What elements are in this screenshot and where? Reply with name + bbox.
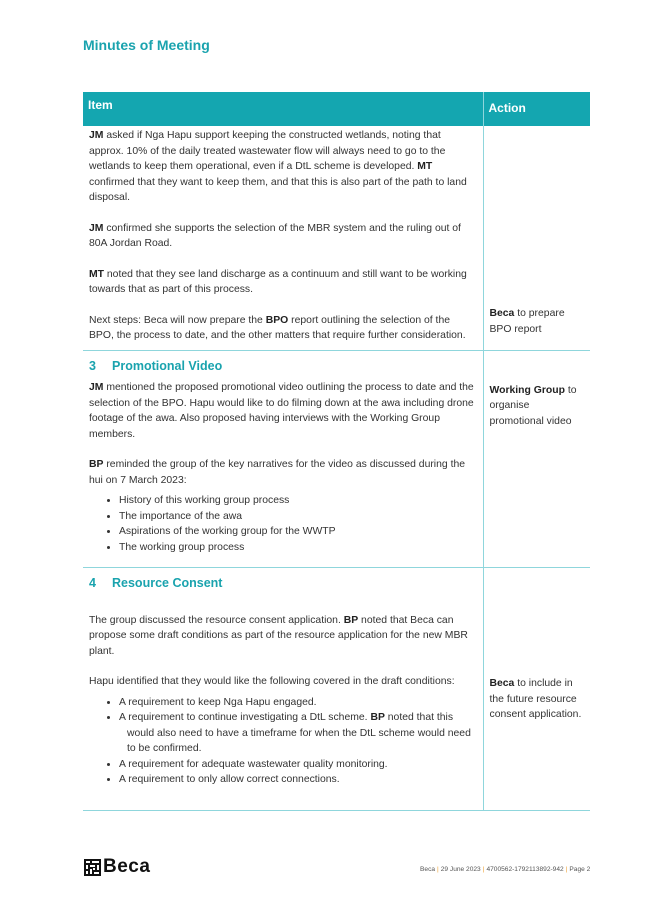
table-row — [83, 126, 590, 350]
action-text — [490, 306, 585, 337]
section-number: 4 — [89, 576, 96, 590]
footer-reference: 4700562-1792113892-942 — [486, 866, 564, 873]
paragraph-text: mentioned the proposed promotional video outlining the process to date and the selection of the BPO. Hapu would like to do filming down at the awa including drone footage of the awa. Also proposed having interviews with the Working Group members. — [89, 382, 474, 440]
table-header-row — [83, 92, 590, 126]
speaker-initials: BP — [89, 459, 104, 470]
item-cell — [83, 126, 483, 350]
action-cell — [483, 350, 590, 568]
paragraph-text: Next steps: Beca will now prepare the — [89, 314, 266, 326]
footer-date: 29 June 2023 — [440, 866, 481, 873]
paragraph-text: reminded the group of the key narratives for the video as discussed during the hui on 7 March 2023: — [89, 459, 466, 486]
list-item — [119, 710, 477, 757]
column-header-action-label: Action — [488, 101, 526, 115]
section-title: Promotional Video — [112, 358, 223, 373]
list-item — [119, 772, 477, 788]
list-item-continuation: would also need to have a timeframe for when the DtL scheme would need to be confirmed. — [127, 727, 471, 754]
logo-wordmark: Beca — [103, 856, 151, 877]
company-logo — [84, 856, 150, 878]
action-owner: Beca — [489, 308, 515, 319]
item-paragraph — [89, 674, 477, 690]
action-cell — [483, 568, 590, 811]
list-item-text: noted that this — [384, 712, 454, 723]
list-item-text: A requirement to continue investigating a DtL scheme. — [119, 712, 371, 723]
action-description: to prepare BPO report — [489, 308, 565, 335]
item-paragraph — [89, 128, 477, 206]
action-owner: Working Group — [489, 384, 565, 396]
separator: | — [565, 866, 568, 873]
list-item: • The importance of the awa — [119, 509, 477, 525]
beca-logo-icon — [84, 859, 101, 876]
list-item — [119, 757, 477, 773]
speaker-initials: BP — [343, 614, 359, 626]
item-paragraph — [89, 267, 477, 298]
action-description: to include in the future resource consent application. — [489, 678, 582, 720]
speaker-initials: BP — [370, 712, 385, 723]
speaker-initials: JM — [89, 382, 104, 393]
paragraph-text: report outlining the selection of the BPO, the process to date, and the other matters that require further consideration. — [89, 314, 466, 341]
paragraph-text: noted that Beca can propose some draft conditions as part of the resource application for the new MBR plant. — [89, 614, 468, 657]
paragraph-text: confirmed she supports the selection of the MBR system and the ruling out of 80A Jordan Road. — [89, 222, 461, 249]
list-item-text: A requirement to only allow correct connections. — [119, 774, 340, 785]
separator: | — [482, 866, 485, 873]
column-header-action — [483, 92, 590, 126]
paragraph-text: confirmed that they want to keep them, and that this is also part of the path to land disposal. — [89, 176, 467, 203]
paragraph-text: Hapu identified that they would like the following covered in the draft conditions: — [89, 676, 455, 687]
item-paragraph — [89, 313, 477, 344]
action-cell — [483, 126, 590, 350]
list-item-text: A requirement for adequate wastewater quality monitoring. — [119, 758, 388, 770]
action-text — [490, 383, 585, 430]
table-row — [83, 350, 590, 568]
speaker-initials: MT — [89, 268, 105, 280]
table-row — [83, 568, 590, 811]
item-cell — [83, 350, 483, 568]
action-description: to organise promotional video — [489, 384, 577, 427]
footer-company: Beca — [420, 866, 436, 873]
separator: | — [437, 866, 439, 873]
list-item: • The working group process — [119, 540, 477, 556]
list-item: • Aspirations of the working group for the WWTP — [119, 524, 477, 540]
bullet-list — [89, 493, 477, 555]
action-owner: Beca — [489, 678, 515, 689]
item-cell — [83, 568, 483, 811]
footer-metadata — [420, 866, 590, 873]
section-heading — [89, 576, 477, 592]
minutes-table — [83, 92, 590, 811]
section-heading — [89, 359, 477, 375]
list-item-text: A requirement to keep Nga Hapu engaged. — [119, 696, 317, 708]
action-text — [490, 676, 585, 723]
speaker-initials: JM — [89, 222, 104, 234]
item-paragraph — [89, 613, 477, 660]
item-paragraph — [89, 380, 477, 442]
section-title: Resource Consent — [112, 576, 223, 590]
section-number: 3 — [89, 358, 96, 373]
bold-term: BPO — [265, 314, 289, 326]
speaker-initials: MT — [417, 161, 433, 172]
item-paragraph — [89, 457, 477, 488]
bullet-list — [89, 695, 477, 788]
paragraph-text: The group discussed the resource consent application. — [89, 614, 344, 626]
list-item: • History of this working group process — [119, 493, 477, 509]
paragraph-text: noted that they see land discharge as a continuum and still want to be working towards that as part of this process. — [89, 268, 467, 295]
column-header-item: Item — [83, 92, 483, 126]
item-paragraph — [89, 221, 477, 252]
document-title: Minutes of Meeting — [83, 37, 210, 53]
page-number: Page 2 — [569, 866, 591, 873]
speaker-initials: JM — [89, 130, 104, 141]
paragraph-text: asked if Nga Hapu support keeping the constructed wetlands, noting that approx. 10% of the daily treated wastewater flow will always need to go to the wetlands to keep them operational, even if a DtL scheme is developed. — [89, 130, 446, 172]
list-item — [119, 695, 477, 711]
